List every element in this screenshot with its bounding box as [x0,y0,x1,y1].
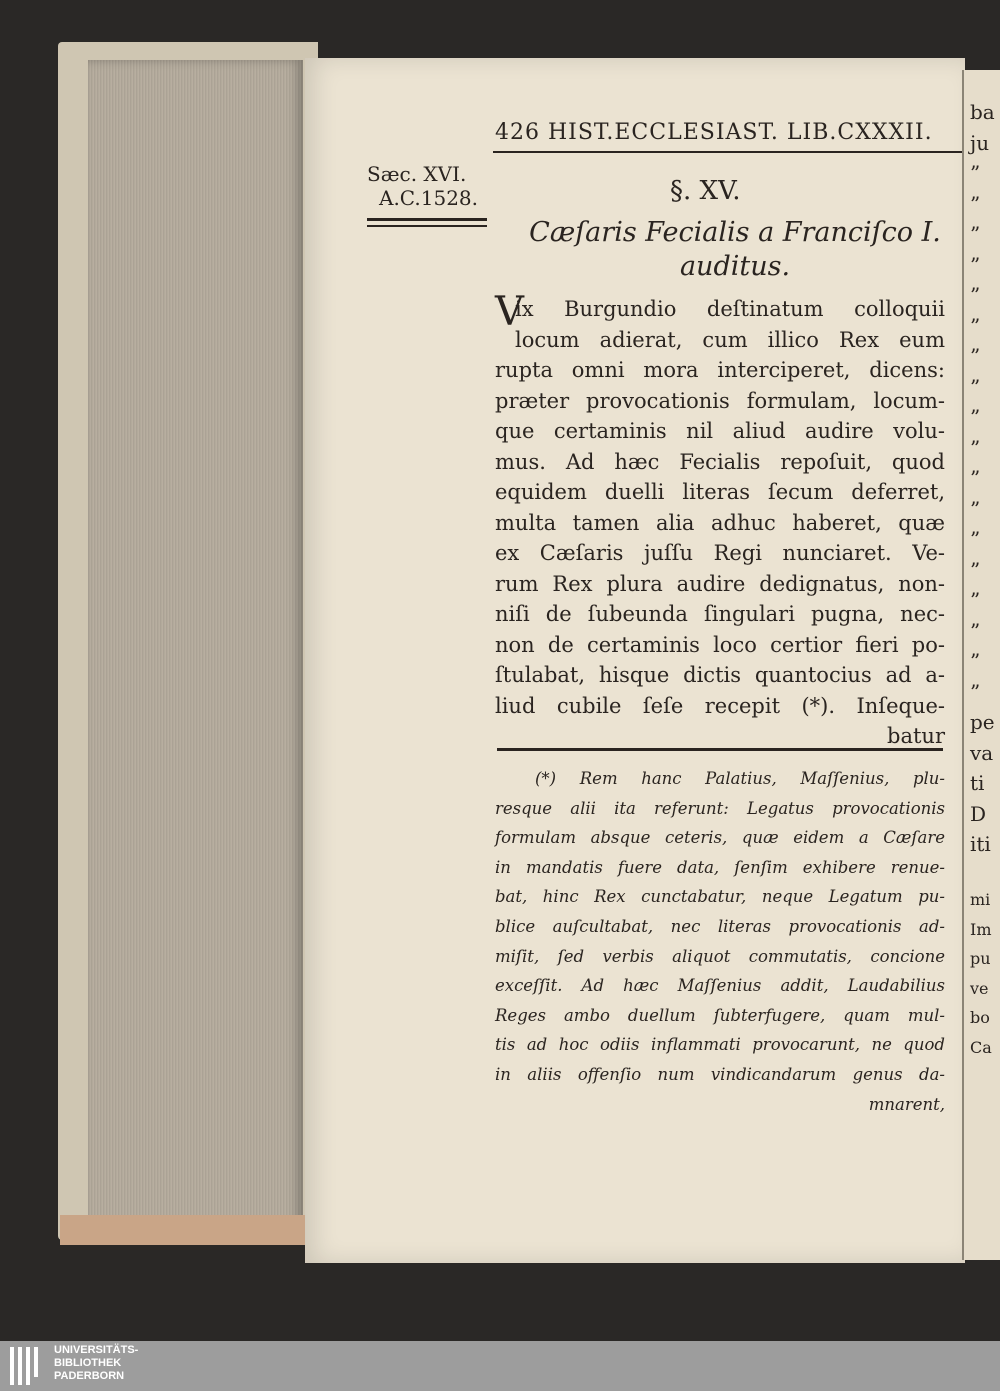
cover-bottom-edge [60,1215,310,1245]
next-page-fragment: ” [970,618,981,643]
next-page-fragment: ” [970,496,981,521]
next-page-fragment: D [970,801,987,826]
section-title-line-1: Cæſaris Fecialis a Franciſco I. [529,217,941,248]
next-page-fragment: va [970,740,994,765]
body-line: mus. Ad hæc Fecialis repoſuit, quod [495,449,945,474]
next-page-fragment: Ca [970,1038,992,1057]
footnote-line: (*) Rem hanc Palatius, Maſſenius, plu- [535,769,945,788]
body-line: equidem duelli literas ſecum deferret, [495,480,945,504]
footnote-line: tis ad hoc odiis inflammati provocarunt, ne quod [495,1035,945,1055]
next-page-fragment: iti [970,832,991,856]
next-page-fragment: ” [970,344,981,368]
logo-line-3: PADERBORN [54,1370,125,1382]
body-line: ſtulabat, hisque dictis quantocius ad a- [495,663,945,687]
next-page-fragment: ” [970,283,981,307]
next-page-fragment: ” [970,374,981,399]
section-title-line-2: auditus. [679,251,791,282]
next-page-fragment: ju [970,130,990,155]
header-rule [493,151,1000,153]
next-page-fragment: ” [970,405,981,429]
footnote-line: in aliis offenſio num vindicandarum genus da- [495,1064,945,1084]
running-head: 426 HIST.ECCLESIAST. LIB.CXXXII. [495,120,933,145]
next-page-fragment: ve [970,978,989,998]
drop-cap: V [495,289,524,335]
body-line: non de certaminis loco certior fieri po- [495,632,945,657]
footnote-line: exceſſit. Ad hæc Maſſenius addit, Laudabilius [495,976,945,996]
library-logo-bar [0,1341,1000,1391]
body-line: niſi de ſubeunda ſingulari pugna, nec- [495,602,945,626]
body-line: rum Rex plura audire dedignatus, non- [495,571,945,596]
next-page-fragment: ” [970,252,981,277]
body-line: locum adierat, cum illico Rex eum [515,327,945,352]
library-logo-text [54,1344,138,1383]
next-page-edge [962,70,1000,1260]
catchword: batur [887,724,945,748]
next-page-fragment: ” [970,649,981,673]
next-page-fragment: ” [970,527,981,551]
next-page-fragment: ” [970,466,981,490]
body-line: rupta omni mora interciperet, dicens: [495,358,945,382]
footnote-line: in mandatis fuere data, ſenſim exhibere renue- [495,857,945,877]
body-line: præter provocationis formulam, locum- [495,388,945,413]
next-page-fragment: pe [970,710,995,734]
section-number: §. XV. [670,176,741,206]
margin-saeculum: Sæc. XVI. [367,162,467,186]
page-block-edge [88,60,303,1230]
logo-line-1: UNIVERSITÄTS- [54,1344,139,1356]
next-page-fragment: mi [970,890,991,909]
next-page-fragment: bo [970,1008,990,1028]
next-page-fragment: ” [970,679,981,704]
next-page-fragment: ” [970,435,981,460]
section-title [505,216,965,284]
footnote-line: miſit, ſed verbis aliquot commutatis, concione [495,946,945,966]
footnote-line: Reges ambo duellum ſubterfugere, quam mul- [495,1005,945,1025]
body-line: ex Cæſaris juſſu Regi nunciaret. Ve- [495,541,945,565]
book-page [305,58,965,1263]
margin-note [367,162,478,210]
next-page-fragment: ” [970,588,981,612]
footnote-line: formulam absque ceteris, quæ eidem a Cæſare [495,828,945,848]
next-page-fragment: ” [970,191,981,216]
next-page-fragment: ba [970,100,995,124]
next-page-fragment: Im [970,919,992,939]
next-page-fragment: ” [970,313,981,338]
footnote [495,764,945,1119]
body-line: ix Burgundio deſtinatum colloquii [515,297,945,321]
next-page-fragment: ” [970,222,981,246]
logo-line-2: BIBLIOTHEK [54,1357,122,1369]
next-page-fragment: pu [970,949,991,969]
next-page-fragment: ti [970,771,985,795]
body-line: que certaminis nil aliud audire volu- [495,419,945,443]
footnote-line: bat, hinc Rex cunctabatur, neque Legatum pu- [495,887,945,907]
margin-annus: A.C.1528. [379,186,479,210]
body-line: liud cubile ſeſe recepit (*). Inſeque- [495,693,945,718]
footnote-rule [497,748,943,751]
footnote-catchword: mnarent, [868,1094,945,1114]
next-page-fragment: ” [970,557,981,582]
margin-rule-top [367,218,487,221]
body-text [495,289,945,752]
footnote-line: resque alii ita referunt: Legatus provocationis [495,798,945,818]
margin-rule-bottom [367,225,487,227]
library-logo-icon [8,1345,48,1387]
footnote-line: blice auſcultabat, nec literas provocationis ad- [495,916,945,936]
body-line: multa tamen alia adhuc haberet, quæ [495,510,945,535]
next-page-fragment: ” [970,161,981,185]
